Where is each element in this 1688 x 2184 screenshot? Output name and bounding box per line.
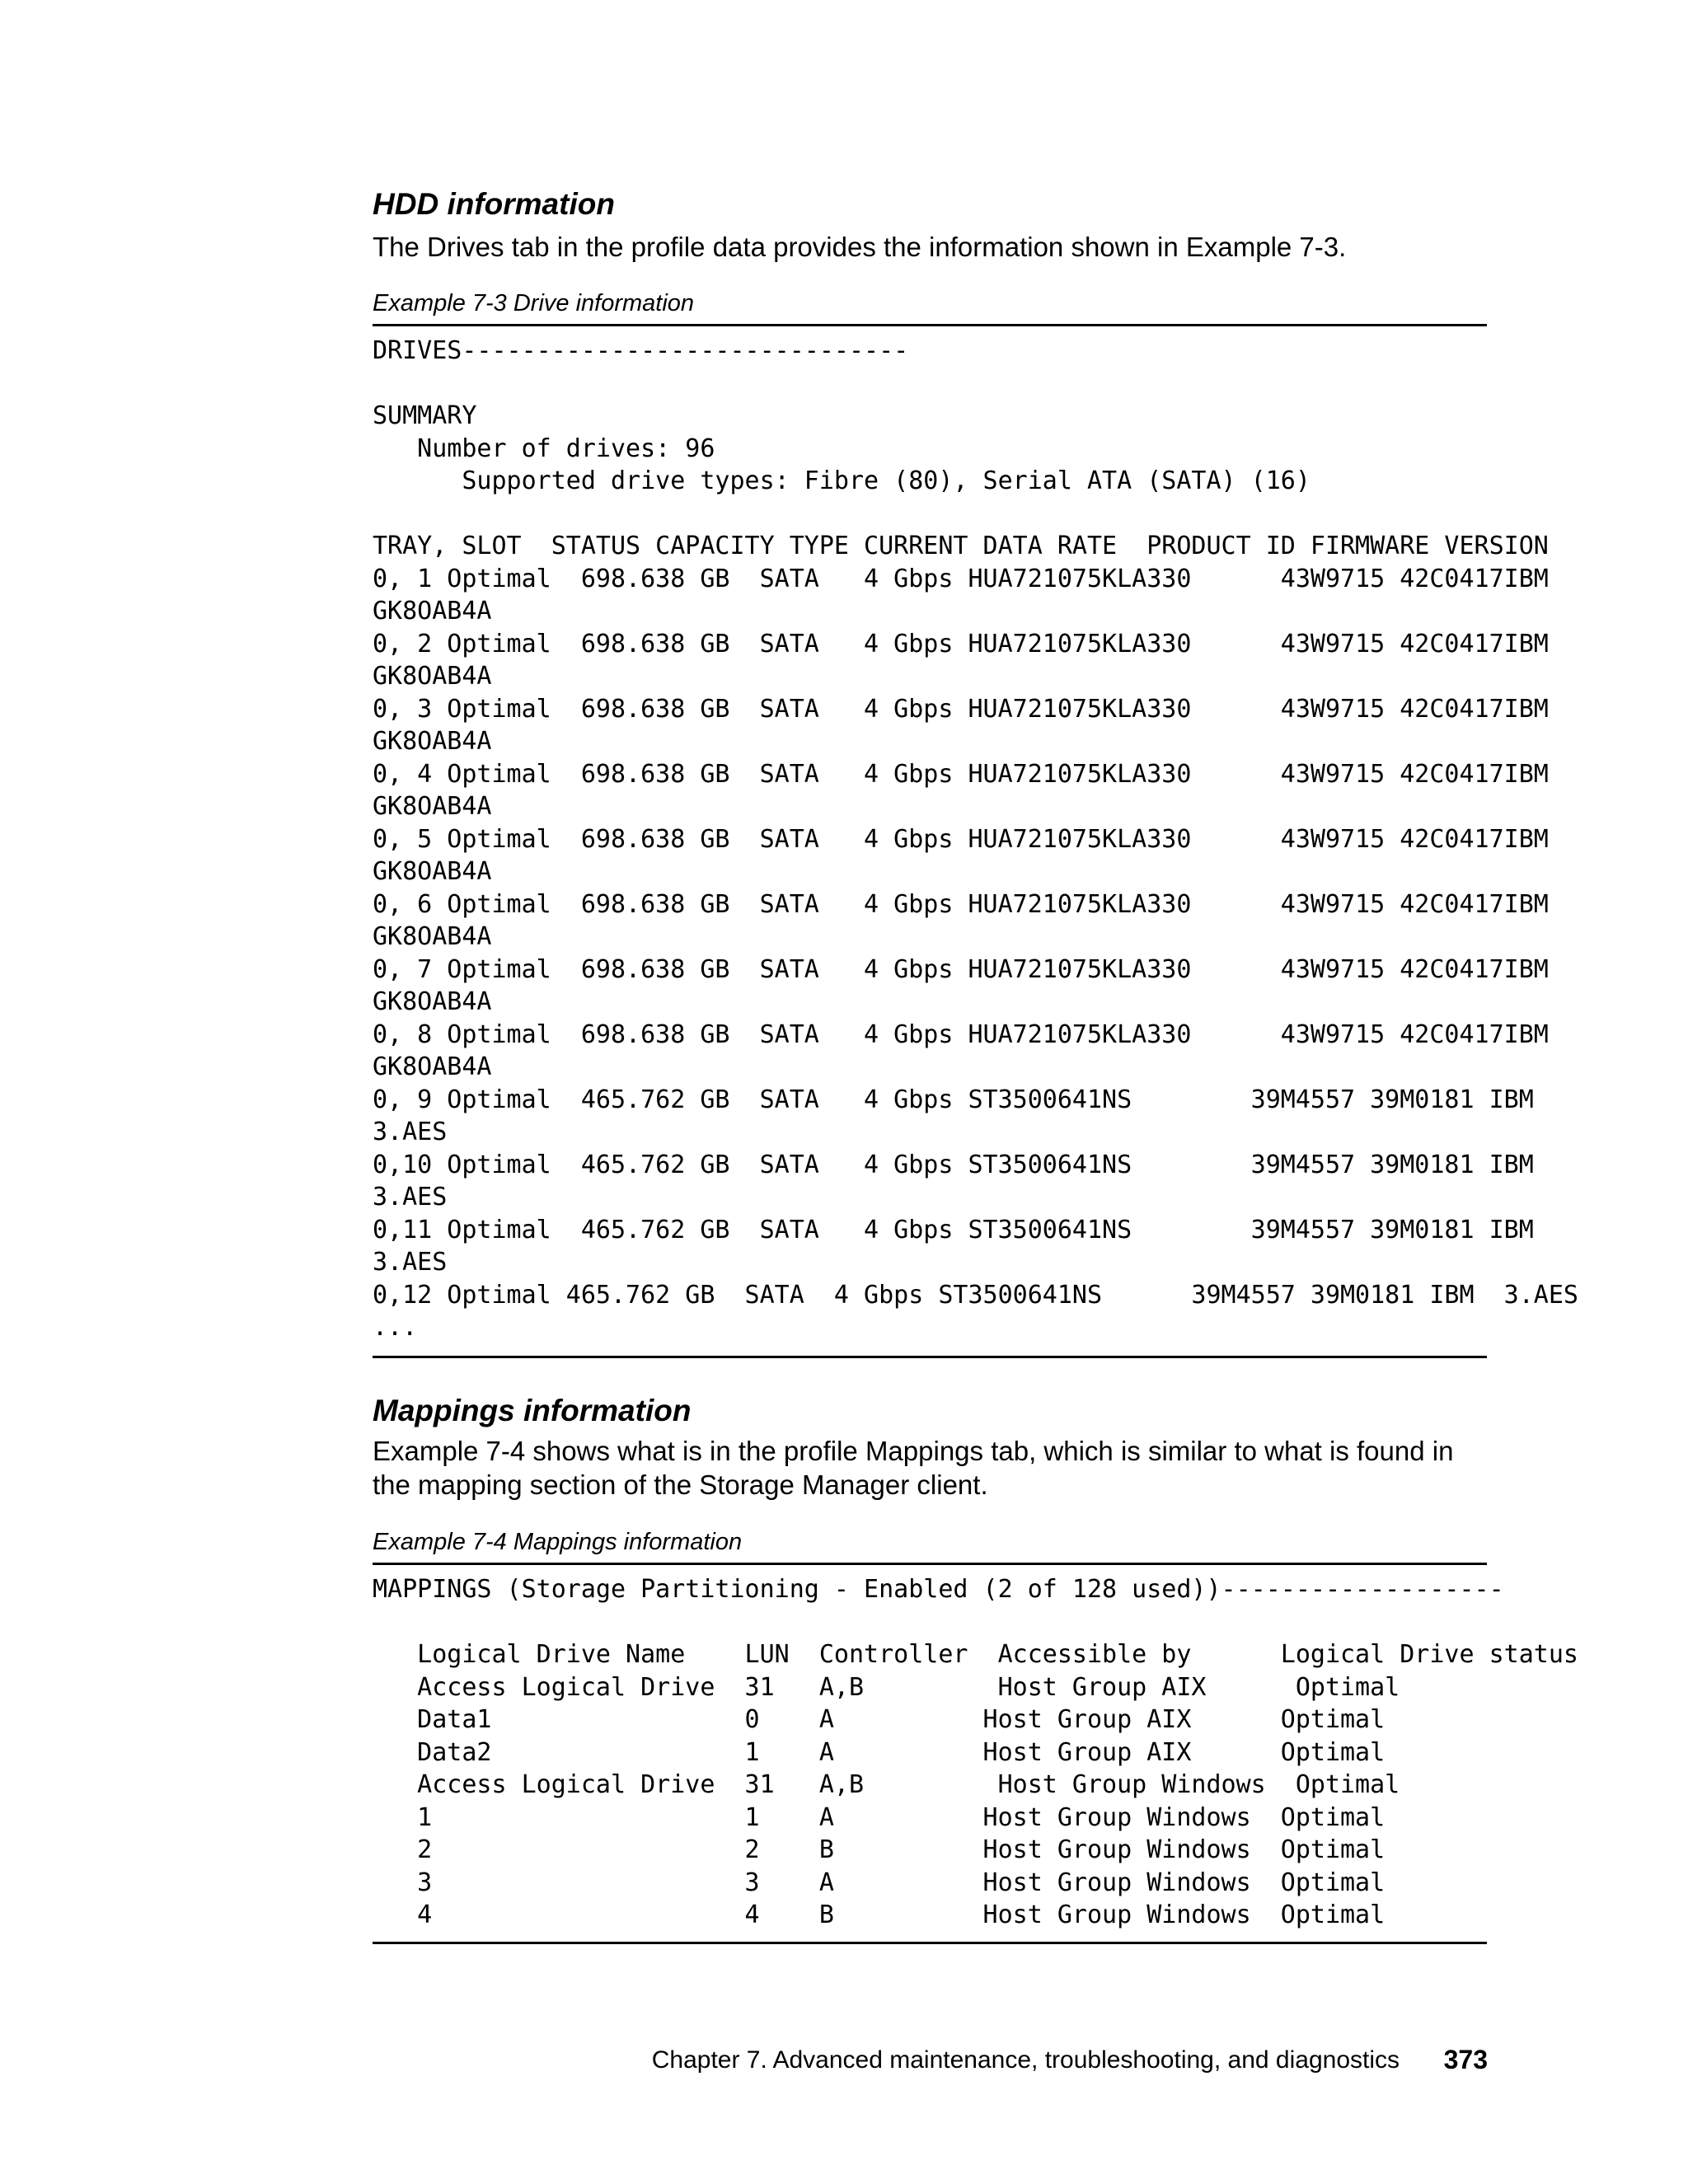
mappings-heading: Mappings information — [373, 1394, 692, 1427]
hdd-intro: The Drives tab in the profile data provides the information shown in Example 7-3. — [373, 232, 1347, 262]
example-7-3-top-rule — [373, 324, 1487, 326]
drive-information-code: DRIVES------------------------------ SUMMARY Number of drives: 96 Supported drive types: Fibre (80), Serial ATA (SATA) (16) TRAY, SLOT STATUS CAPACITY TYPE CURRENT DATA RATE PRODUCT ID FIRMWARE VERSION 0, 1 Optimal 698.638 GB SATA 4 Gbps HUA721075KLA330 43W9715 42C0417IBM GK8OAB4A 0, 2 Optimal 698.638 GB SATA 4 Gbps HUA721075KLA330 43W9715 42C0417IBM GK8OAB4A 0, 3 Optimal 698.638 GB SATA 4 Gbps HUA721075KLA330 43W9715 42C0417IBM GK8OAB4A 0, 4 Optimal 698.638 GB SATA 4 Gbps HUA721075KLA330 43W9715 42C0417IBM GK8OAB4A 0, 5 Optimal 698.638 GB SATA 4 Gbps HUA721075KLA330 43W9715 42C0417IBM GK8OAB4A 0, 6 Optimal 698.638 GB SATA 4 Gbps HUA721075KLA330 43W9715 42C0417IBM GK8OAB4A 0, 7 Optimal 698.638 GB SATA 4 Gbps HUA721075KLA330 43W9715 42C0417IBM GK8OAB4A 0, 8 Optimal 698.638 GB SATA 4 Gbps HUA721075KLA330 43W9715 42C0417IBM GK8OAB4A 0, 9 Optimal 465.762 GB SATA 4 Gbps ST3500641NS 39M4557 39M0181 IBM 3.AES 0,10 Optimal 465.762 GB SATA 4 Gbps ST3500641NS 39M4557 39M0181 IBM 3.AES 0,11 Optimal 465.762 GB SATA 4 Gbps ST3500641NS 39M4557 39M0181 IBM 3.AES 0,12 Optimal 465.762 GB SATA 4 Gbps ST3500641NS 39M4557 39M0181 IBM 3.AES ... — [373, 336, 1578, 1342]
footer-chapter-title: Chapter 7. Advanced maintenance, troubleshooting, and diagnostics — [651, 2046, 1400, 2074]
example-7-3-bottom-rule — [373, 1356, 1487, 1358]
mappings-information-code: MAPPINGS (Storage Partitioning - Enabled (2 of 128 used))------------------- Logical Drive Name LUN Controller Accessible by Logical Drive status Access Logical Drive 31 A,B Host Group AIX Optimal Data1 0 A Host Group AIX Optimal Data2 1 A Host Group AIX Optimal Access Logical Drive 31 A,B Host Group Windows Optimal 1 1 A Host Group Windows Optimal 2 2 B Host Group Windows Optimal 3 3 A Host Group Windows Optimal 4 4 B Host Group Windows Optimal — [373, 1575, 1578, 1929]
example-7-3-caption: Example 7-3 Drive information — [373, 290, 695, 316]
example-7-4-caption: Example 7-4 Mappings information — [373, 1529, 743, 1555]
mappings-intro: Example 7-4 shows what is in the profile Mappings tab, which is similar to what is found in the mapping section of the Storage Manager client. — [373, 1436, 1454, 1500]
page-number: 373 — [1443, 2045, 1488, 2074]
example-7-4-top-rule — [373, 1563, 1487, 1565]
example-7-4-bottom-rule — [373, 1942, 1487, 1944]
hdd-heading: HDD information — [373, 187, 615, 221]
